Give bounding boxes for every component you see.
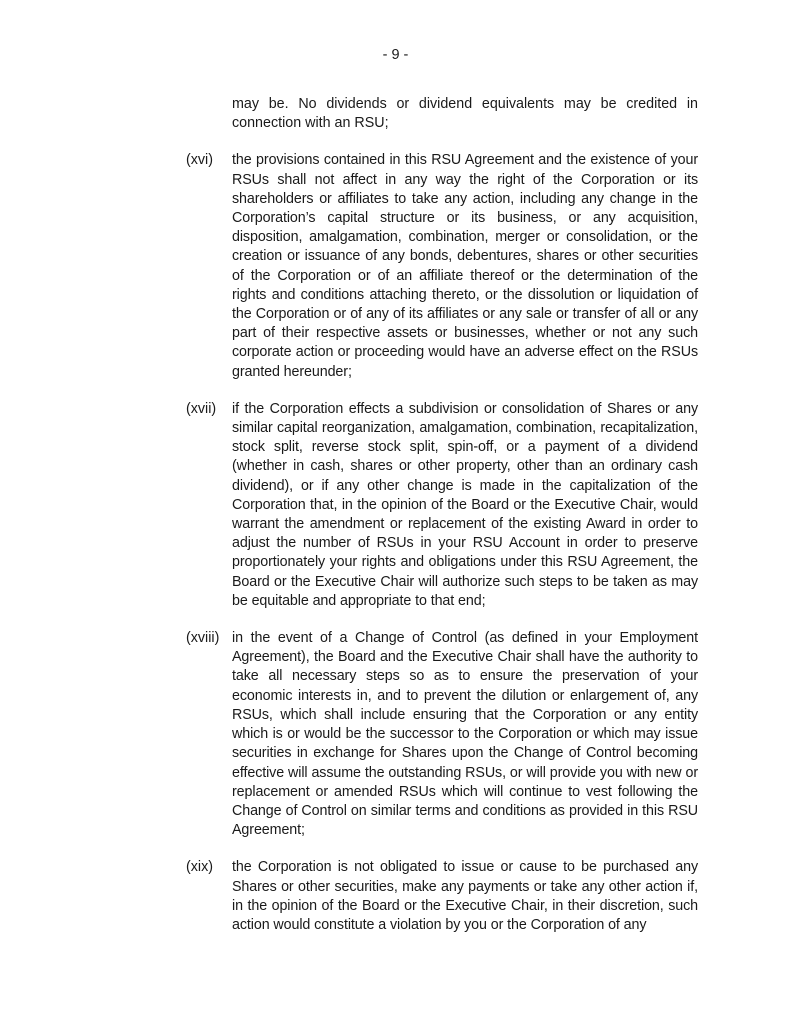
clause-text: in the event of a Change of Control (as defined in your Employment Agreement), the Board and the Executive Chair shall have the authority to take all necessary steps so as to ensure the preservation of your economic interests in, and to prevent the dilution or enlargement of, any RSUs, which shall include ensuring that the Corporation or any entity which is or would be the successor to the Corporation or which may issue securities in exchange for Shares upon the Change of Control becoming effective will assume the outstanding RSUs, or will provide you with new or replacement or amended RSUs which will continue to vest following the Change of Control on similar terms and conditions as provided in this RSU Agreement; [232, 630, 698, 839]
clause-number: (xix) [186, 859, 213, 876]
clause-number: (xvi) [186, 152, 213, 169]
clause-text: the Corporation is not obligated to issue or cause to be purchased any Shares or other securities, make any payments or take any other action if, in the opinion of the Board or the Executive Chair, in their discretion, such action would constitute a violation by you or the Corporation of any [232, 859, 698, 933]
document-body [186, 95, 698, 953]
continuation-paragraph: may be. No dividends or dividend equivalents may be credited in connection with an RSU; [232, 96, 698, 132]
clause-xvi [186, 151, 698, 381]
clause-xvii [186, 400, 698, 611]
clause-number: (xviii) [186, 630, 220, 647]
clause-xix [186, 858, 698, 935]
clause-text: the provisions contained in this RSU Agreement and the existence of your RSUs shall not affect in any way the right of the Corporation or its shareholders or affiliates to take any action, including any change in the Corporation’s capital structure or its business, or any acquisition, disposition, amalgamation, combination, merger or consolidation, or the creation or issuance of any bonds, debentures, shares or other securities of the Corporation or of an affiliate thereof or the determination of the rights and conditions attaching thereto, or the dissolution or liquidation of the Corporation or of any of its affiliates or any sale or transfer of all or any part of their respective assets or businesses, whether or not any such corporate action or proceeding would have an adverse effect on the RSUs granted hereunder; [232, 152, 698, 380]
page-number: - 9 - [382, 47, 409, 63]
clause-text: if the Corporation effects a subdivision or consolidation of Shares or any similar capital reorganization, amalgamation, combination, recapitalization, stock split, reverse stock split, spin-off, or a payment of a dividend (whether in cash, shares or other property, other than an ordinary cash dividend), or if any other change is made in the capitalization of the Corporation that, in the opinion of the Board or the Executive Chair, would warrant the amendment or replacement of the existing Award in order to adjust the number of RSUs in your RSU Account in order to preserve proportionately your rights and obligations under this RSU Agreement, the Board or the Executive Chair will authorize such steps to be taken as may be equitable and appropriate to that end; [232, 400, 698, 609]
clause-number: (xvii) [186, 400, 217, 417]
clause-xviii [186, 629, 698, 840]
